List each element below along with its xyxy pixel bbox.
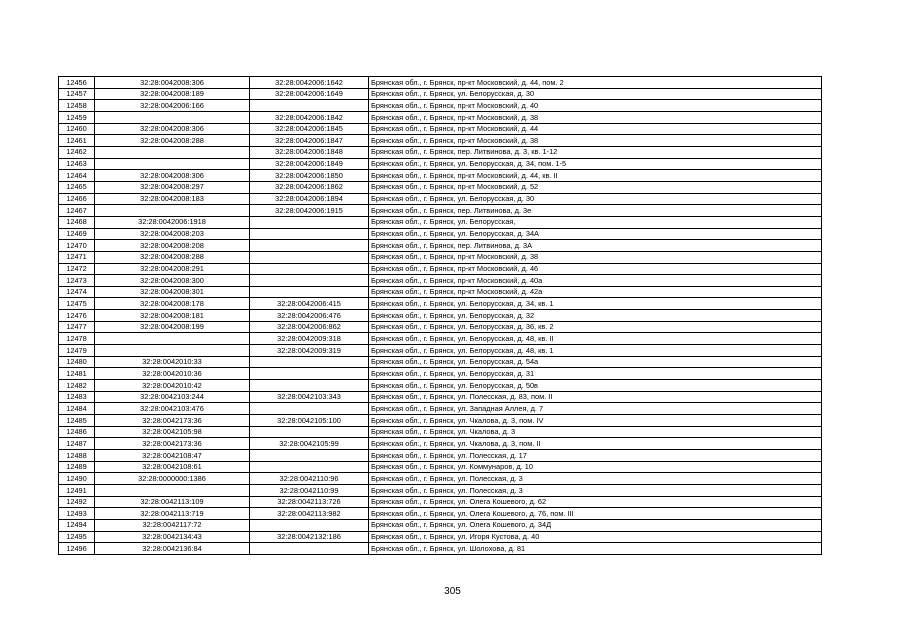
cadastral-number-cell: 32:28:0042008:301 [95, 286, 250, 298]
linked-cadastral-number-cell: 32:28:0042006:1894 [250, 193, 369, 205]
table-row [59, 240, 822, 252]
linked-cadastral-number-cell [250, 426, 369, 438]
cadastral-number-cell: 32:28:0042010:42 [95, 380, 250, 392]
linked-cadastral-number-cell: 32:28:0042110:99 [250, 484, 369, 496]
address-cell: Брянская обл., г. Брянск, ул. Белорусская, д. 31 [369, 368, 822, 380]
cadastral-number-cell: 32:28:0042113:109 [95, 496, 250, 508]
address-cell: Брянская обл., г. Брянск, ул. Белорусская, д. 36, кв. 2 [369, 321, 822, 333]
address-cell: Брянская обл., г. Брянск, пр-кт Московский, д. 46 [369, 263, 822, 275]
cadastral-number-cell: 32:28:0000000:1386 [95, 473, 250, 485]
row-number-cell: 12485 [59, 415, 95, 427]
linked-cadastral-number-cell [250, 228, 369, 240]
row-number-cell: 12477 [59, 321, 95, 333]
linked-cadastral-number-cell [250, 403, 369, 415]
cadastral-number-cell: 32:28:0042113:719 [95, 508, 250, 520]
address-cell: Брянская обл., г. Брянск, ул. Белорусская, д. 34, кв. 1 [369, 298, 822, 310]
address-cell: Брянская обл., г. Брянск, ул. Чкалова, д. 3, пом. II [369, 438, 822, 450]
linked-cadastral-number-cell: 32:28:0042006:1849 [250, 158, 369, 170]
row-number-cell: 12467 [59, 205, 95, 217]
table-row [59, 263, 822, 275]
row-number-cell: 12464 [59, 170, 95, 182]
address-cell: Брянская обл., г. Брянск, пр-кт Московский, д. 44, кв. II [369, 170, 822, 182]
row-number-cell: 12474 [59, 286, 95, 298]
address-cell: Брянская обл., г. Брянск, пр-кт Московский, д. 42а [369, 286, 822, 298]
linked-cadastral-number-cell: 32:28:0042105:99 [250, 438, 369, 450]
row-number-cell: 12469 [59, 228, 95, 240]
cadastral-number-cell: 32:28:0042134:43 [95, 531, 250, 543]
address-cell: Брянская обл., г. Брянск, ул. Белорусская, д. 30 [369, 88, 822, 100]
row-number-cell: 12482 [59, 380, 95, 392]
row-number-cell: 12478 [59, 333, 95, 345]
linked-cadastral-number-cell: 32:28:0042006:1915 [250, 205, 369, 217]
address-cell: Брянская обл., г. Брянск, ул. Чкалова, д. 3 [369, 426, 822, 438]
linked-cadastral-number-cell: 32:28:0042006:415 [250, 298, 369, 310]
address-cell: Брянская обл., г. Брянск, ул. Чкалова, д. 3, пом. IV [369, 415, 822, 427]
address-cell: Брянская обл., г. Брянск, ул. Белорусская, д. 54а [369, 356, 822, 368]
table-row [59, 496, 822, 508]
cadastral-number-cell: 32:28:0042108:61 [95, 461, 250, 473]
address-cell: Брянская обл., г. Брянск, ул. Белорусская, д. 34, пом. 1-5 [369, 158, 822, 170]
row-number-cell: 12484 [59, 403, 95, 415]
cadastral-number-cell: 32:28:0042008:178 [95, 298, 250, 310]
row-number-cell: 12491 [59, 484, 95, 496]
table-row [59, 531, 822, 543]
cadastral-number-cell: 32:28:0042008:208 [95, 240, 250, 252]
cadastral-number-cell [95, 345, 250, 357]
table-row [59, 391, 822, 403]
table-row [59, 484, 822, 496]
table-row [59, 158, 822, 170]
row-number-cell: 12462 [59, 146, 95, 158]
linked-cadastral-number-cell: 32:28:0042105:100 [250, 415, 369, 427]
row-number-cell: 12481 [59, 368, 95, 380]
cadastral-number-cell: 32:28:0042008:288 [95, 135, 250, 147]
cadastral-number-cell: 32:28:0042006:1918 [95, 216, 250, 228]
cadastral-number-cell: 32:28:0042008:297 [95, 181, 250, 193]
table-row [59, 333, 822, 345]
cadastral-number-cell: 32:28:0042103:244 [95, 391, 250, 403]
table-row [59, 345, 822, 357]
table-row [59, 216, 822, 228]
table-row [59, 275, 822, 287]
address-cell: Брянская обл., г. Брянск, пр-кт Московский, д. 40 [369, 100, 822, 112]
table-row [59, 403, 822, 415]
address-cell: Брянская обл., г. Брянск, ул. Игоря Кустова, д. 40 [369, 531, 822, 543]
address-cell: Брянская обл., г. Брянск, пер. Литвинова, д. 3А [369, 240, 822, 252]
row-number-cell: 12480 [59, 356, 95, 368]
table-row [59, 519, 822, 531]
cadastral-number-cell: 32:28:0042008:189 [95, 88, 250, 100]
cadastral-number-cell [95, 484, 250, 496]
cadastral-number-cell: 32:28:0042117:72 [95, 519, 250, 531]
row-number-cell: 12487 [59, 438, 95, 450]
address-cell: Брянская обл., г. Брянск, ул. Коммунаров, д. 10 [369, 461, 822, 473]
address-cell: Брянская обл., г. Брянск, пр-кт Московский, д. 38 [369, 135, 822, 147]
cadastral-number-cell [95, 158, 250, 170]
address-cell: Брянская обл., г. Брянск, ул. Олега Кошевого, д. 76, пом. III [369, 508, 822, 520]
address-cell: Брянская обл., г. Брянск, ул. Белорусская, д. 34А [369, 228, 822, 240]
cadastral-number-cell: 32:28:0042008:288 [95, 251, 250, 263]
row-number-cell: 12468 [59, 216, 95, 228]
linked-cadastral-number-cell: 32:28:0042006:1642 [250, 77, 369, 89]
table-row [59, 77, 822, 89]
linked-cadastral-number-cell: 32:28:0042006:1847 [250, 135, 369, 147]
address-cell: Брянская обл., г. Брянск, ул. Олега Кошевого, д. 62 [369, 496, 822, 508]
linked-cadastral-number-cell: 32:28:0042006:862 [250, 321, 369, 333]
address-cell: Брянская обл., г. Брянск, ул. Белорусская, д. 50в [369, 380, 822, 392]
address-cell: Брянская обл., г. Брянск, пер. Литвинова, д. 3, кв. 1-12 [369, 146, 822, 158]
linked-cadastral-number-cell: 32:28:0042006:1845 [250, 123, 369, 135]
row-number-cell: 12471 [59, 251, 95, 263]
address-cell: Брянская обл., г. Брянск, пр-кт Московский, д. 44, пом. 2 [369, 77, 822, 89]
linked-cadastral-number-cell: 32:28:0042113:982 [250, 508, 369, 520]
linked-cadastral-number-cell: 32:28:0042103:343 [250, 391, 369, 403]
linked-cadastral-number-cell: 32:28:0042009:318 [250, 333, 369, 345]
row-number-cell: 12493 [59, 508, 95, 520]
table-row [59, 111, 822, 123]
address-cell: Брянская обл., г. Брянск, ул. Западная Аллея, д. 7 [369, 403, 822, 415]
table-row [59, 205, 822, 217]
cadastral-number-cell: 32:28:0042136:84 [95, 543, 250, 555]
address-cell: Брянская обл., г. Брянск, ул. Олега Кошевого, д. 34Д [369, 519, 822, 531]
table-row [59, 438, 822, 450]
cadastral-number-cell: 32:28:0042008:199 [95, 321, 250, 333]
address-cell: Брянская обл., г. Брянск, ул. Полесская, д. 3 [369, 473, 822, 485]
cadastral-number-cell: 32:28:0042008:183 [95, 193, 250, 205]
linked-cadastral-number-cell [250, 461, 369, 473]
cadastral-number-cell: 32:28:0042008:306 [95, 77, 250, 89]
row-number-cell: 12479 [59, 345, 95, 357]
linked-cadastral-number-cell: 32:28:0042006:1649 [250, 88, 369, 100]
linked-cadastral-number-cell: 32:28:0042006:1848 [250, 146, 369, 158]
cadastral-number-cell [95, 111, 250, 123]
linked-cadastral-number-cell [250, 380, 369, 392]
registry-table-body [59, 77, 822, 555]
linked-cadastral-number-cell: 32:28:0042006:1862 [250, 181, 369, 193]
linked-cadastral-number-cell [250, 275, 369, 287]
table-row [59, 461, 822, 473]
row-number-cell: 12459 [59, 111, 95, 123]
table-row [59, 135, 822, 147]
cadastral-number-cell: 32:28:0042006:166 [95, 100, 250, 112]
cadastral-number-cell: 32:28:0042173:36 [95, 438, 250, 450]
table-row [59, 228, 822, 240]
row-number-cell: 12473 [59, 275, 95, 287]
registry-table [58, 76, 822, 555]
row-number-cell: 12486 [59, 426, 95, 438]
cadastral-number-cell: 32:28:0042008:181 [95, 310, 250, 322]
address-cell: Брянская обл., г. Брянск, пр-кт Московский, д. 44 [369, 123, 822, 135]
table-row [59, 310, 822, 322]
table-row [59, 181, 822, 193]
table-row [59, 193, 822, 205]
row-number-cell: 12466 [59, 193, 95, 205]
table-row [59, 146, 822, 158]
linked-cadastral-number-cell: 32:28:0042113:726 [250, 496, 369, 508]
table-row [59, 356, 822, 368]
linked-cadastral-number-cell: 32:28:0042006:476 [250, 310, 369, 322]
row-number-cell: 12494 [59, 519, 95, 531]
address-cell: Брянская обл., г. Брянск, ул. Белорусская, д. 48, кв. 1 [369, 345, 822, 357]
address-cell: Брянская обл., г. Брянск, пр-кт Московский, д. 38 [369, 111, 822, 123]
linked-cadastral-number-cell [250, 450, 369, 462]
row-number-cell: 12472 [59, 263, 95, 275]
row-number-cell: 12489 [59, 461, 95, 473]
table-row [59, 123, 822, 135]
row-number-cell: 12490 [59, 473, 95, 485]
cadastral-number-cell: 32:28:0042173:36 [95, 415, 250, 427]
table-row [59, 473, 822, 485]
table-row [59, 543, 822, 555]
cadastral-number-cell: 32:28:0042103:476 [95, 403, 250, 415]
address-cell: Брянская обл., г. Брянск, пр-кт Московский, д. 40а [369, 275, 822, 287]
row-number-cell: 12465 [59, 181, 95, 193]
row-number-cell: 12461 [59, 135, 95, 147]
linked-cadastral-number-cell [250, 286, 369, 298]
table-row [59, 286, 822, 298]
address-cell: Брянская обл., г. Брянск, пр-кт Московский, д. 52 [369, 181, 822, 193]
page-number: 305 [444, 586, 461, 597]
linked-cadastral-number-cell [250, 251, 369, 263]
row-number-cell: 12456 [59, 77, 95, 89]
cadastral-number-cell: 32:28:0042008:300 [95, 275, 250, 287]
linked-cadastral-number-cell: 32:28:0042110:96 [250, 473, 369, 485]
table-row [59, 88, 822, 100]
address-cell: Брянская обл., г. Брянск, ул. Полесская, д. 83, пом. II [369, 391, 822, 403]
cadastral-number-cell: 32:28:0042008:291 [95, 263, 250, 275]
row-number-cell: 12496 [59, 543, 95, 555]
cadastral-number-cell: 32:28:0042108:47 [95, 450, 250, 462]
linked-cadastral-number-cell [250, 240, 369, 252]
table-row [59, 508, 822, 520]
table-row [59, 415, 822, 427]
address-cell: Брянская обл., г. Брянск, ул. Белорусская, д. 48, кв. II [369, 333, 822, 345]
linked-cadastral-number-cell: 32:28:0042009:319 [250, 345, 369, 357]
linked-cadastral-number-cell [250, 216, 369, 228]
address-cell: Брянская обл., г. Брянск, ул. Шолохова, д. 81 [369, 543, 822, 555]
cadastral-number-cell: 32:28:0042010:33 [95, 356, 250, 368]
row-number-cell: 12483 [59, 391, 95, 403]
table-row [59, 368, 822, 380]
linked-cadastral-number-cell: 32:28:0042006:1842 [250, 111, 369, 123]
row-number-cell: 12476 [59, 310, 95, 322]
cadastral-number-cell: 32:28:0042105:98 [95, 426, 250, 438]
table-row [59, 298, 822, 310]
cadastral-number-cell [95, 205, 250, 217]
address-cell: Брянская обл., г. Брянск, ул. Белорусская, [369, 216, 822, 228]
cadastral-number-cell [95, 146, 250, 158]
cadastral-number-cell: 32:28:0042008:306 [95, 123, 250, 135]
cadastral-number-cell: 32:28:0042008:203 [95, 228, 250, 240]
row-number-cell: 12492 [59, 496, 95, 508]
row-number-cell: 12463 [59, 158, 95, 170]
cadastral-number-cell: 32:28:0042008:306 [95, 170, 250, 182]
linked-cadastral-number-cell: 32:28:0042132:186 [250, 531, 369, 543]
linked-cadastral-number-cell [250, 543, 369, 555]
cadastral-number-cell: 32:28:0042010:36 [95, 368, 250, 380]
address-cell: Брянская обл., г. Брянск, ул. Полесская, д. 3 [369, 484, 822, 496]
address-cell: Брянская обл., г. Брянск, ул. Белорусская, д. 32 [369, 310, 822, 322]
linked-cadastral-number-cell [250, 368, 369, 380]
row-number-cell: 12470 [59, 240, 95, 252]
table-row [59, 380, 822, 392]
linked-cadastral-number-cell [250, 356, 369, 368]
row-number-cell: 12460 [59, 123, 95, 135]
address-cell: Брянская обл., г. Брянск, пер. Литвинова, д. 3e [369, 205, 822, 217]
row-number-cell: 12475 [59, 298, 95, 310]
table-row [59, 170, 822, 182]
address-cell: Брянская обл., г. Брянск, ул. Белорусская, д. 30 [369, 193, 822, 205]
row-number-cell: 12458 [59, 100, 95, 112]
address-cell: Брянская обл., г. Брянск, ул. Полесская, д. 17 [369, 450, 822, 462]
linked-cadastral-number-cell [250, 263, 369, 275]
table-row [59, 321, 822, 333]
table-row [59, 100, 822, 112]
table-row [59, 450, 822, 462]
linked-cadastral-number-cell [250, 519, 369, 531]
table-row [59, 426, 822, 438]
row-number-cell: 12457 [59, 88, 95, 100]
row-number-cell: 12488 [59, 450, 95, 462]
row-number-cell: 12495 [59, 531, 95, 543]
table-row [59, 251, 822, 263]
cadastral-number-cell [95, 333, 250, 345]
address-cell: Брянская обл., г. Брянск, пр-кт Московский, д. 38 [369, 251, 822, 263]
linked-cadastral-number-cell: 32:28:0042006:1850 [250, 170, 369, 182]
linked-cadastral-number-cell [250, 100, 369, 112]
